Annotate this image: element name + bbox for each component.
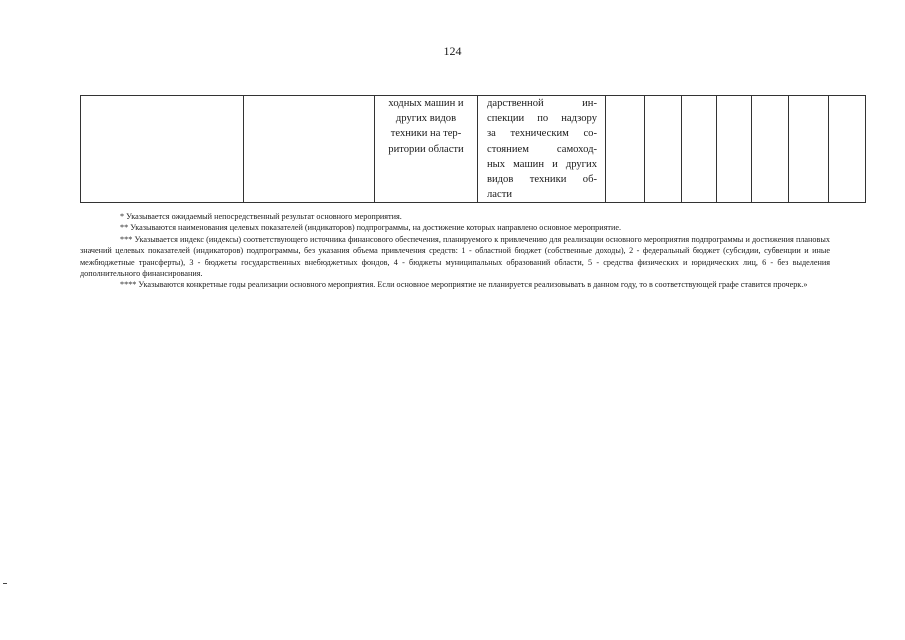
continuation-table	[80, 95, 866, 203]
table-row	[81, 96, 866, 203]
footnote: *** Указывается индекс (индексы) соответствующего источника финансового обеспечения, планируемого к привлечению для реализации основного мероприятия подпрограммы и достижения плановых значений целевых показателей (индикаторов) подпрограммы, без указания объема привлечения средств: 1 - областной бюджет (собственные доходы), 2 - федеральный бюджет (субсидии, субвенции и иные межбюджетные трансферты), 3 - бюджеты государственных внебюджетных фондов, 4 - бюджеты муниципальных образований области, 5 - средства физических и юридических лиц, 6 - без выделения дополнительного финансирования.	[80, 234, 830, 279]
cell-text-line: других видов	[395, 113, 457, 125]
cell-text-line: ных машин и других	[487, 158, 597, 170]
footnote: * Указывается ожидаемый непосредственный результат основного мероприятия.	[120, 212, 402, 221]
table-cell-empty	[682, 96, 717, 203]
table-cell-empty	[752, 96, 789, 203]
cell-text-line: стоянием самоход-	[487, 143, 597, 155]
table-cell-empty	[81, 96, 244, 203]
table-cell-empty	[645, 96, 682, 203]
cell-text-line: видов техники об-	[487, 174, 597, 186]
table-cell-empty	[789, 96, 829, 203]
table-cell-executor	[478, 96, 606, 203]
table-cell-empty	[829, 96, 866, 203]
cell-text-line: техники на тер-	[390, 128, 462, 140]
cell-text-line: спекции по надзору	[487, 113, 597, 125]
table-cell-empty	[717, 96, 752, 203]
margin-mark	[3, 583, 7, 584]
footnote: ** Указываются наименования целевых показателей (индикаторов) подпрограммы, на достижение которых направлено основное мероприятие.	[120, 223, 622, 233]
footnote: **** Указываются конкретные годы реализации основного мероприятия. Если основное мероприятие не планируется реализовывать в данном году, то в соответствующей графе ставится прочерк.»	[120, 280, 808, 290]
cell-text-line: ходных машин и	[388, 98, 464, 109]
footnotes	[80, 211, 830, 291]
cell-text-line: за техническим со-	[487, 128, 597, 140]
cell-text-line: дарственной ин-	[487, 98, 597, 109]
page-number: 124	[443, 44, 462, 58]
table-cell-empty	[244, 96, 375, 203]
cell-text-line: ласти	[487, 189, 512, 201]
table-cell-empty	[606, 96, 645, 203]
cell-text-line: ритории области	[388, 143, 464, 155]
table-cell-activity-name	[375, 96, 478, 203]
